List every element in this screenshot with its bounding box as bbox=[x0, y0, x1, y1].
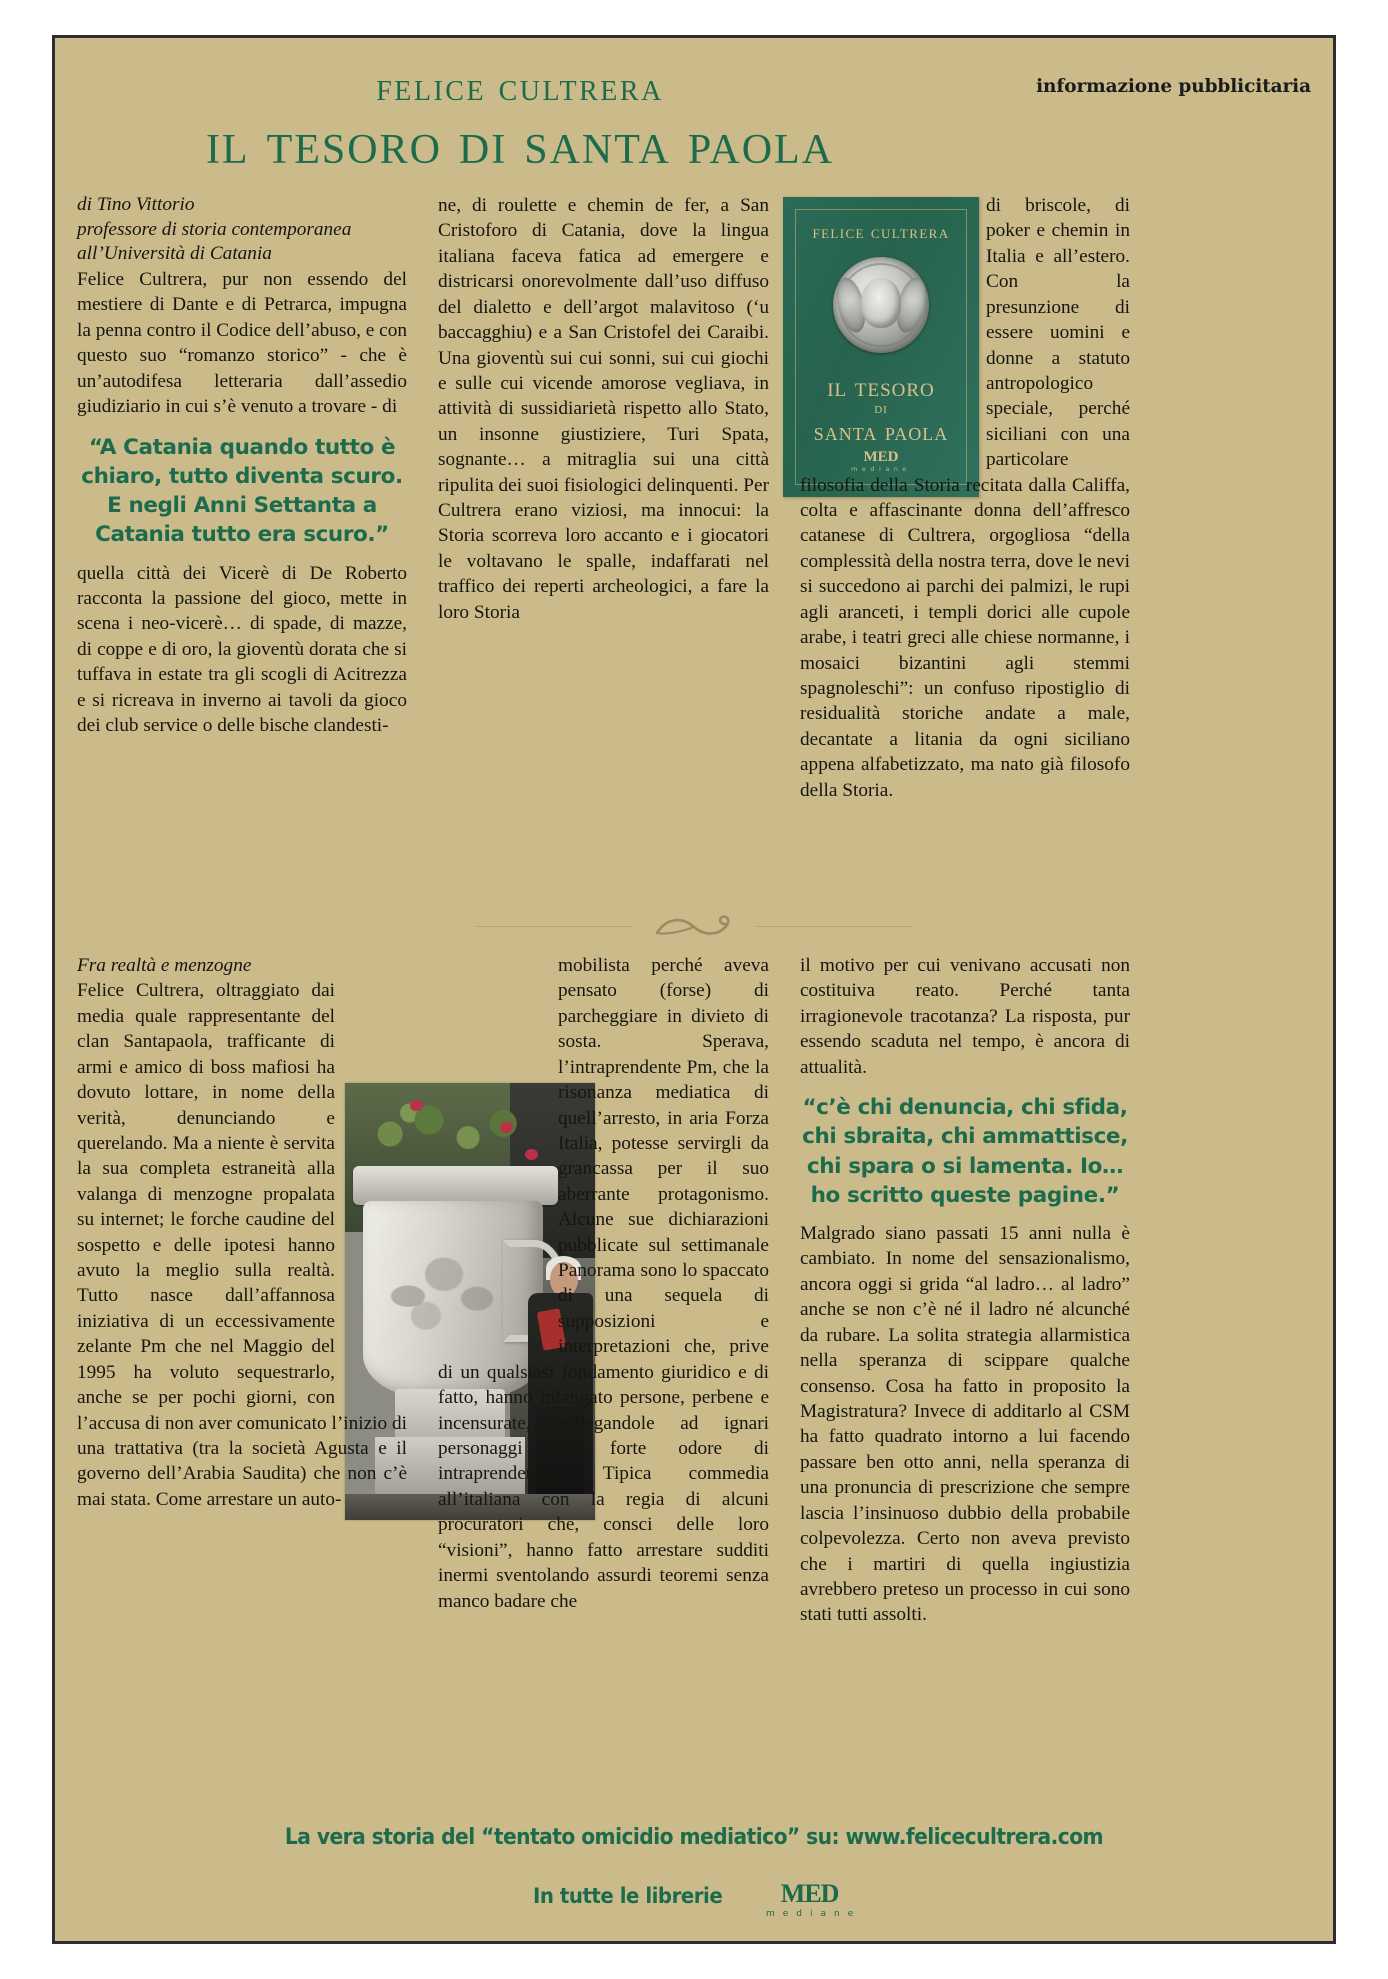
header-author: felice cultrera bbox=[376, 64, 664, 109]
section-one-col1-para1: Felice Cultrera, pur non essendo del mestiere di Dante e di Petrarca, impugna la penna contro il Codice dell’abuso, e con questo suo “romanzo storico” - che è un’autodifesa letteraria dall’assedio giudiziario in cui s’è venuto a trovare - di bbox=[77, 269, 407, 418]
publisher-logo-sub: mediane bbox=[766, 1909, 862, 1919]
section-two-col2-text: mobilista perché aveva pensato (forse) di parcheggiare in divieto di sosta. Sperava, l’intraprendente Pm, che la risonanza mediatica di quell’arresto, in aria Forza Italia, potesse servirgli da grancassa per il suo aberrante protagonismo. Alcune sue dichiarazioni pubblicate sul settimanale Panorama sono lo spaccato di una sequela di supposizioni e interpretazioni che, prive di un qualsiasi fondamento giuridico e di fatto, hanno infangato persone, perbene e incensurate, collegandole ad ignari personaggi “in forte odore di intraprendenza.” Tipica commedia all’italiana con la regia di alcuni procuratori che, consci delle loro “visioni”, hanno fatto arrestare sudditi inermi sventolando assurdi teoremi senza manco badare che bbox=[438, 955, 769, 1612]
section-one-column-2 bbox=[438, 193, 769, 625]
page-header bbox=[55, 38, 1333, 193]
cover-title-line2: di bbox=[874, 400, 888, 417]
cover-publisher-name: med bbox=[863, 442, 899, 466]
section-two-column-2 bbox=[438, 953, 769, 1614]
section-one-column-3 bbox=[800, 193, 1130, 803]
footer-logo-row bbox=[55, 1872, 1333, 1919]
section-one bbox=[77, 193, 1311, 893]
section-two bbox=[77, 953, 1311, 1653]
text-wrap-spacer bbox=[335, 978, 407, 1408]
page-title: il tesoro di santa paola bbox=[205, 110, 835, 176]
section-two-col3-para1: il motivo per cui venivano accusati non costituiva reato. Perché tanta irragionevole tracotanza? La risposta, pur essendo scaduta nel tempo, è ancora di attualità. bbox=[800, 955, 1130, 1078]
section-two-column-1 bbox=[77, 953, 407, 1512]
advertorial-page bbox=[52, 35, 1336, 1944]
cover-title-line3: santa paola bbox=[813, 416, 949, 446]
section-two-column-3 bbox=[800, 953, 1130, 1628]
title-block bbox=[55, 66, 985, 176]
section-one-col2-text: ne, di roulette e chemin de fer, a San Cristoforo di Catania, dove la lingua italiana faceva fatica ad emergere e districarsi onorevolmente dall’uso diffuso del dialetto e dell’argot malavitoso (‘u baccagghiu) e a San Cristofel dei Caraibi. Una gioventù sui cui sonni, sui cui giochi e sulle cui vicende amorose vegliava, in attività di sussidiarietà rispetto allo Stato, un insonne giustiziere, Turi Spata, sognante… a mitraglia sui una città ripulita dei suoi fisiologici delinquenti. Per Cultrera erano viziosi, ma innocui: la Storia scorreva loro accanto e i giocatori le voltavano le spalle, indaffarati nel traffico dei reperti archeologici, a fare la loro Storia bbox=[438, 195, 769, 623]
section-one-col3-text: di briscole, di poker e chemin in Italia e all’estero. Con la presunzione di essere uomini e donne a statuto antropologico speciale, perché siciliani con una particolare filosofia della Storia recitata dalla Califfa, colta e affascinante donna dell’affresco catanese di Cultrera, orgogliosa “della complessità della nostra terra, dove le nevi si succedono ai parchi dei palmizi, le rupi agli aranceti, i templi dorici alle cupole arabe, i teatri greci alle chiese normanne, i mosaici bizantini agli stemmi spagnoleschi”: un confuso ripostiglio di residualità storiche andate a male, decantate a litania da ogni siciliano appena alfabetizzato, ma nato già filosofo della Storia. bbox=[800, 195, 1130, 801]
page-footer bbox=[55, 1825, 1333, 1919]
section-one-column-1 bbox=[77, 193, 407, 738]
footer-website-line[interactable]: La vera storia del “tentato omicidio mediatico” su: www.felicecultrera.com bbox=[284, 1825, 1104, 1850]
section-two-col3-para2: Malgrado siano passati 15 anni nulla è cambiato. In nome del sensazionalismo, ancora oggi si grida “al ladro… al ladro” anche se non c’è né il ladro né alcunché da rubare. La solita strategia allarmistica nella speranza di scippare qualche consenso. Cosa ha fatto in proposito la Magistratura? Invece di additarlo al CSM ha fatto quadrato intorno a lui facendo passare ben otto anni, nella speranza di una pronuncia di prescrizione che sempre lascia l’insinuoso dubbio della probabile colpevolezza. Certo non aveva previsto che i martiri di quella ingiustizia avrebbero preteso un processo in cui sono stati tutti assolti. bbox=[800, 1223, 1130, 1626]
section-two-subhead: Fra realtà e menzogne bbox=[77, 955, 252, 976]
publisher-logo-name: med bbox=[780, 1870, 839, 1911]
divider-rule-left bbox=[477, 926, 632, 927]
section-two-col1-text: Felice Cultrera, oltraggiato dai media quale rappresentante del clan Santapaola, trafficante di armi e amico di boss mafiosi ha dovuto lottare, in nome della verità, denunciando e querelando. Ma a niente è servita la sua completa estraneità alla valanga di menzogne propalata su internet; le forche caudine del sospetto e delle ipotesi hanno avuto la meglio sulla realtà. Tutto nasce dall’affannosa iniziativa di un eccessivamente zelante Pm che nel Maggio del 1995 ha voluto sequestrarlo, anche se per pochi giorni, con l’accusa di non aver comunicato l’inizio di una trattativa (tra la società Agusta e il governo dell’Arabia Saudita) che non c’è mai stata. Come arrestare un auto- bbox=[77, 980, 407, 1510]
byline-role: professore di storia contemporanea bbox=[77, 218, 352, 240]
pullquote-two: “c’è chi denuncia, chi sfida, chi sbraita, chi ammattisce, chi spara o si lamenta. Io… ho scritto queste pagine.” bbox=[802, 1095, 1128, 1208]
cover-author: felice cultrera bbox=[812, 223, 950, 243]
publisher-logo bbox=[758, 1872, 861, 1919]
pullquote-one: “A Catania quando tutto è chiaro, tutto diventa scuro. E negli Anni Settanta a Catania tutto era scuro.” bbox=[81, 434, 403, 548]
byline-affiliation: all’Università di Catania bbox=[77, 243, 272, 265]
advertising-notice: informazione pubblicitaria bbox=[1036, 76, 1311, 97]
footer-availability: In tutte le librerie bbox=[532, 1883, 722, 1908]
byline bbox=[77, 193, 407, 267]
swash-ornament-icon bbox=[649, 905, 739, 945]
cover-title-line1: il tesoro bbox=[827, 372, 935, 402]
text-wrap-spacer bbox=[438, 953, 558, 1353]
section-one-col1-para2: quella città dei Vicerè di De Roberto racconta la passione del gioco, mette in scena i neo-vicerè… di spade, di mazze, di coppe e di oro, la gioventù dorata che si tuffava in estate tra gli scogli di Acitrezza e si ricreava in inverno ai tavoli da gioco dei club service o delle bische clandesti- bbox=[77, 562, 407, 737]
section-divider bbox=[77, 899, 1311, 953]
divider-rule-right bbox=[756, 926, 911, 927]
cover-publisher-sub: mediane bbox=[851, 465, 911, 473]
byline-author: di Tino Vittorio bbox=[77, 194, 195, 215]
